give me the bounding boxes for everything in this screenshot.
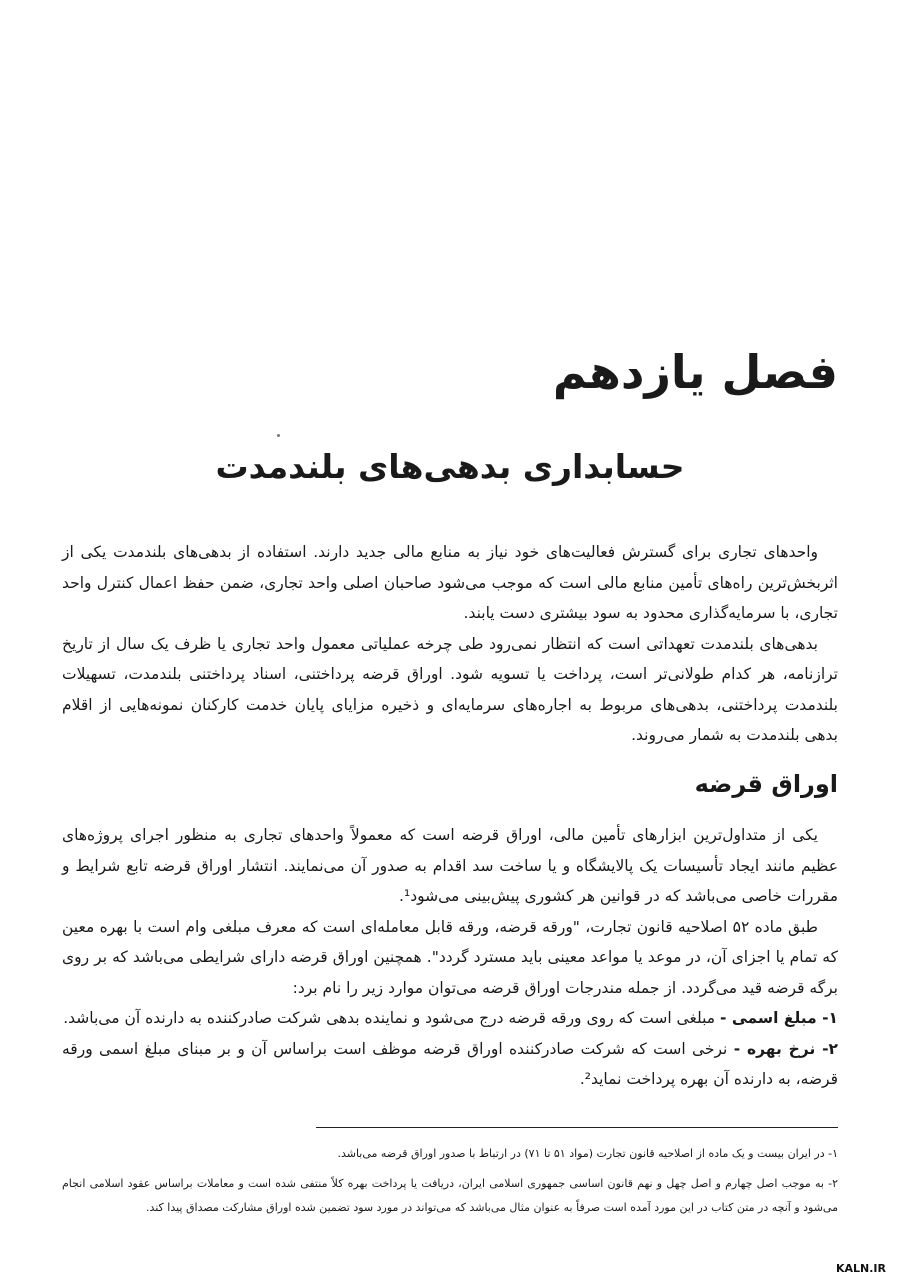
bonds-paragraph-1: یکی از متداول‌ترین ابزارهای تأمین مالی، اوراق قرضه است که معمولاً واحدهای تجاری به منظور اجرای پروژه‌های عظیم مانند ایجاد تأسیسات یک پالایشگاه و یا ساخت سد اقدام به صدور آن می‌نمایند. انتشار اوراق قرضه تابع شرایط و مقررات خاصی می‌باشد که در قوانین هر کشوری پیش‌بینی می‌شود¹. (62, 826, 838, 905)
ink-speck (277, 434, 280, 437)
bonds-text (62, 820, 838, 1095)
footnotes (62, 1142, 838, 1226)
intro-paragraph-1: واحدهای تجاری برای گسترش فعالیت‌های خود نیاز به منابع مالی جدید دارند. استفاده از بدهی‌های بلندمدت یکی از اثربخش‌ترین راه‌های تأمین منابع مالی است که موجب می‌شود صاحبان اصلی واحد تجاری، ضمن حفظ اعمال کنترل واحد تجاری، با سرمایه‌گذاری محدود به سود بیشتری دست یابند. (62, 543, 838, 622)
list-term-face-value: ۱- مبلغ اسمی - (720, 1009, 838, 1027)
list-text-interest-rate: نرخی است که شرکت صادرکننده اوراق قرضه موظف است براساس آن و بر مبنای مبلغ اسمی ورقه قرضه، به دارنده آن بهره پرداخت نماید². (62, 1039, 838, 1088)
watermark-text: KALN.IR (836, 1262, 886, 1275)
list-term-interest-rate: ۲- نرخ بهره - (733, 1039, 838, 1058)
footnote-divider (316, 1127, 838, 1128)
list-item-interest-rate (62, 1034, 838, 1095)
bonds-heading: اوراق قرضه (694, 770, 838, 798)
chapter-title: فصل یازدهم (552, 345, 838, 399)
list-item-face-value (62, 1003, 838, 1034)
list-text-face-value: مبلغی است که روی ورقه قرضه درج می‌شود و نماینده بدهی شرکت صادرکننده به دارنده آن می‌باشد. (63, 1009, 720, 1027)
section-title: حسابداری بدهی‌های بلندمدت (215, 447, 685, 486)
bonds-paragraph-2: طبق ماده ۵۲ اصلاحیه قانون تجارت، "ورقه قرضه، ورقه قابل معامله‌ای است که معرف مبلغی وام است با بهره معین که تمام یا اجزای آن، در موعد یا مواعد معینی باید مسترد گردد". همچنین اوراق قرضه دارای شرایطی می‌باشد که بر روی برگه قرضه قید می‌گردد. از جمله مندرجات اوراق قرضه می‌توان موارد زیر را نام برد: (62, 917, 838, 997)
intro-paragraph-2: بدهی‌های بلندمدت تعهداتی است که انتظار نمی‌رود طی چرخه عملیاتی معمول واحد تجاری یا ظرف یک سال از تاریخ ترازنامه، هر کدام طولانی‌تر است، پرداخت یا تسویه شود. اوراق قرضه پرداختنی، اسناد پرداختنی بلندمدت، تسهیلات بلندمدت پرداختنی، بدهی‌های مربوط به اجاره‌های سرمایه‌ای و ذخیره مزایای پایان خدمت کارکنان نمونه‌هایی از اقلام بدهی بلندمدت به شمار می‌روند. (62, 634, 838, 744)
footnote-1: ۱- در ایران بیست و یک ماده از اصلاحیه قانون تجارت (مواد ۵۱ تا ۷۱) در ارتباط با صدور اوراق قرضه می‌باشد. (337, 1147, 838, 1160)
footnote-2: ۲- به موجب اصل چهارم و اصل چهل و نهم قانون اساسی جمهوری اسلامی ایران، دریافت یا پرداخت بهره کلاً منتفی شده است و معاملات براساس عقود اسلامی انجام می‌شود و آنچه در متن کتاب در این مورد آمده است صرفاً به عنوان مثال می‌باشد که می‌تواند در مورد سود تضمین شده اوراق مشارکت مصداق پیدا کند. (62, 1177, 838, 1214)
intro-text (62, 537, 838, 751)
